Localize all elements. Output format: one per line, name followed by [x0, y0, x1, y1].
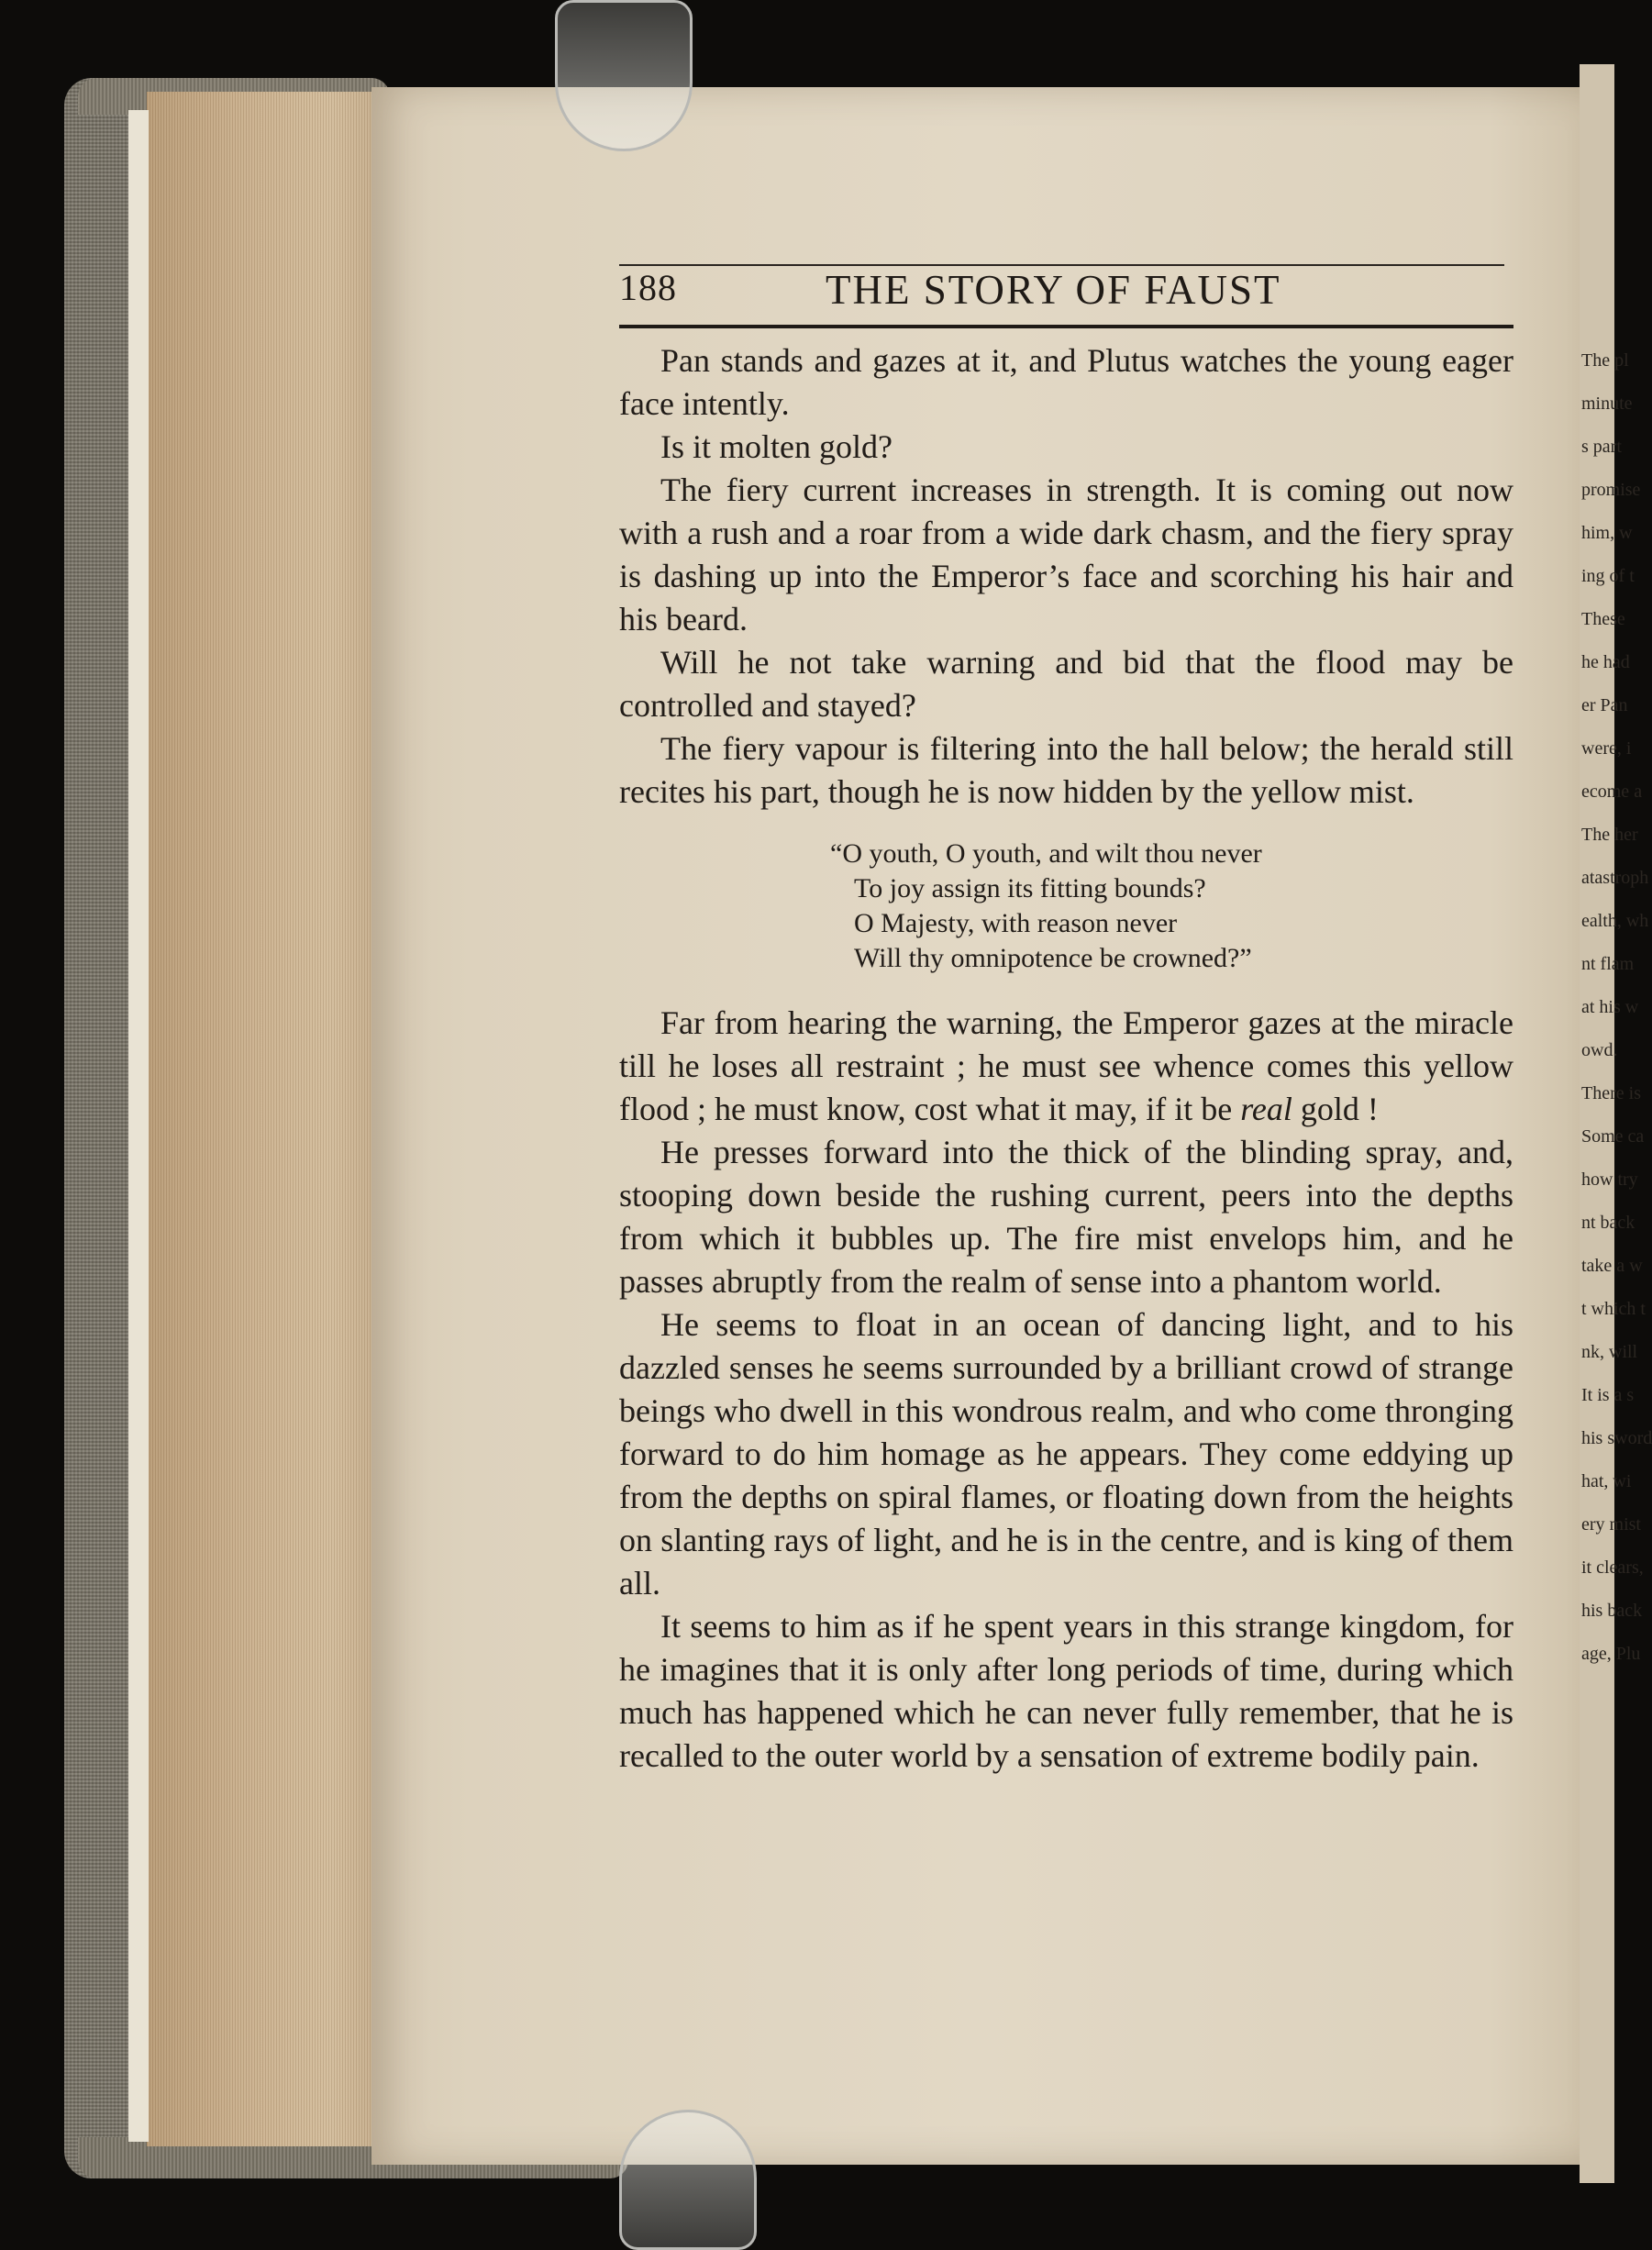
verse-line: To joy assign its fitting bounds? — [854, 873, 1206, 903]
endpaper — [128, 110, 149, 2142]
next-page-fragment: take a w — [1581, 1256, 1643, 1276]
next-page-fragment: There is — [1581, 1083, 1641, 1103]
next-page-fragment: his sword — [1581, 1428, 1652, 1448]
next-page-fragment: ealth, wh — [1581, 911, 1649, 931]
running-head — [619, 266, 1504, 323]
paragraph: The fiery current increases in strength. It is coming out now with a rush and a roar from a wide dark chasm, and the fiery spray is dashing up into the Emperor’s face and scorching his hair and his beard. — [619, 471, 1513, 637]
next-page-fragment: how try — [1581, 1169, 1638, 1190]
next-page-fragment: ing of t — [1581, 566, 1635, 586]
next-page-fragment: him, w — [1581, 523, 1633, 543]
next-page-fragment: ecome a — [1581, 781, 1643, 802]
paragraph: Will he not take warning and bid that the flood may be controlled and stayed? — [619, 644, 1513, 724]
paragraph: He seems to float in an ocean of dancing light, and to his dazzled senses he seems surrounded by a brilliant crowd of strange beings who dwell in this wondrous realm, and who come thronging forward to do him homage as he appears. They come eddying up from the depths on spiral flames, or floating down from the heights on slanting rays of light, and he is in the centre, and is king of them all. — [619, 1306, 1513, 1602]
page-clip-bottom — [619, 2110, 757, 2250]
text-run: Far from hearing the warning, the Emperor gazes at the miracle till he loses all restraint ; he must see whence comes this yellow flood ; he must know, cost what it may, if it be — [619, 1004, 1513, 1127]
next-page-text — [1581, 339, 1652, 1676]
next-page-fragment: s part — [1581, 437, 1622, 457]
verse-line: “O youth, O youth, and wilt thou never — [830, 838, 1262, 869]
next-page-fragment: owd. — [1581, 1040, 1618, 1060]
next-page-fragment: nk, will — [1581, 1342, 1638, 1362]
running-title: THE STORY OF FAUST — [826, 267, 1281, 313]
next-page-fragment: er Pan — [1581, 695, 1628, 715]
page-number: 188 — [619, 267, 677, 308]
next-page-fragment: age, Plu — [1581, 1644, 1641, 1664]
text-run: gold ! — [1292, 1091, 1379, 1127]
next-page-fragment: The her — [1581, 825, 1638, 845]
verse-quotation — [619, 837, 1513, 976]
verse-line: Will thy omnipotence be crowned?” — [854, 943, 1252, 973]
paragraph-with-italic — [619, 1002, 1513, 1131]
next-page-fragment: These — [1581, 609, 1625, 629]
next-page-fragment: hat, wi — [1581, 1471, 1632, 1491]
paragraph: It seems to him as if he spent years in this strange kingdom, for he imagines that it is only after long periods of time, during which much has happened which he can never fully remember, that he is recalled to the outer world by a sensation of extreme bodily pain. — [619, 1608, 1513, 1774]
next-page-fragment: nt back — [1581, 1213, 1635, 1233]
paragraph: Is it molten gold? — [660, 428, 893, 465]
page-edges — [147, 92, 376, 2146]
next-page-fragment: were, i — [1581, 738, 1632, 759]
next-page-fragment: atastroph — [1581, 868, 1649, 888]
next-page-fragment: his back — [1581, 1601, 1643, 1621]
next-page-fragment: it clears, — [1581, 1557, 1644, 1578]
next-page-fragment: ery mist — [1581, 1514, 1641, 1535]
next-page-fragment: Some ca — [1581, 1126, 1645, 1147]
next-page-fragment: It is a s — [1581, 1385, 1635, 1405]
next-page-fragment: promise — [1581, 480, 1641, 500]
verse-line: O Majesty, with reason never — [854, 908, 1178, 938]
next-page-fragment: minute — [1581, 393, 1633, 414]
page-clip-top — [555, 0, 693, 151]
header-rule-thick — [619, 325, 1513, 328]
paragraph: He presses forward into the thick of the blinding spray, and, stooping down beside the rushing current, peers into the depths from which it bubbles up. The fire mist envelops him, and he passes abruptly from the realm of sense into a phantom world. — [619, 1134, 1513, 1300]
next-page-fragment: nt flam — [1581, 954, 1635, 974]
next-page-fragment: he had — [1581, 652, 1630, 672]
next-page-fragment: t which t — [1581, 1299, 1646, 1319]
paragraph: The fiery vapour is filtering into the hall below; the herald still recites his part, though he is now hidden by the yellow mist. — [619, 730, 1513, 810]
paragraph: Pan stands and gazes at it, and Plutus watches the young eager face intently. — [619, 342, 1513, 422]
next-page-fragment: The pl — [1581, 350, 1629, 371]
body-text — [619, 339, 1513, 1778]
italic-word: real — [1240, 1091, 1292, 1127]
next-page-fragment: at his w — [1581, 997, 1639, 1017]
